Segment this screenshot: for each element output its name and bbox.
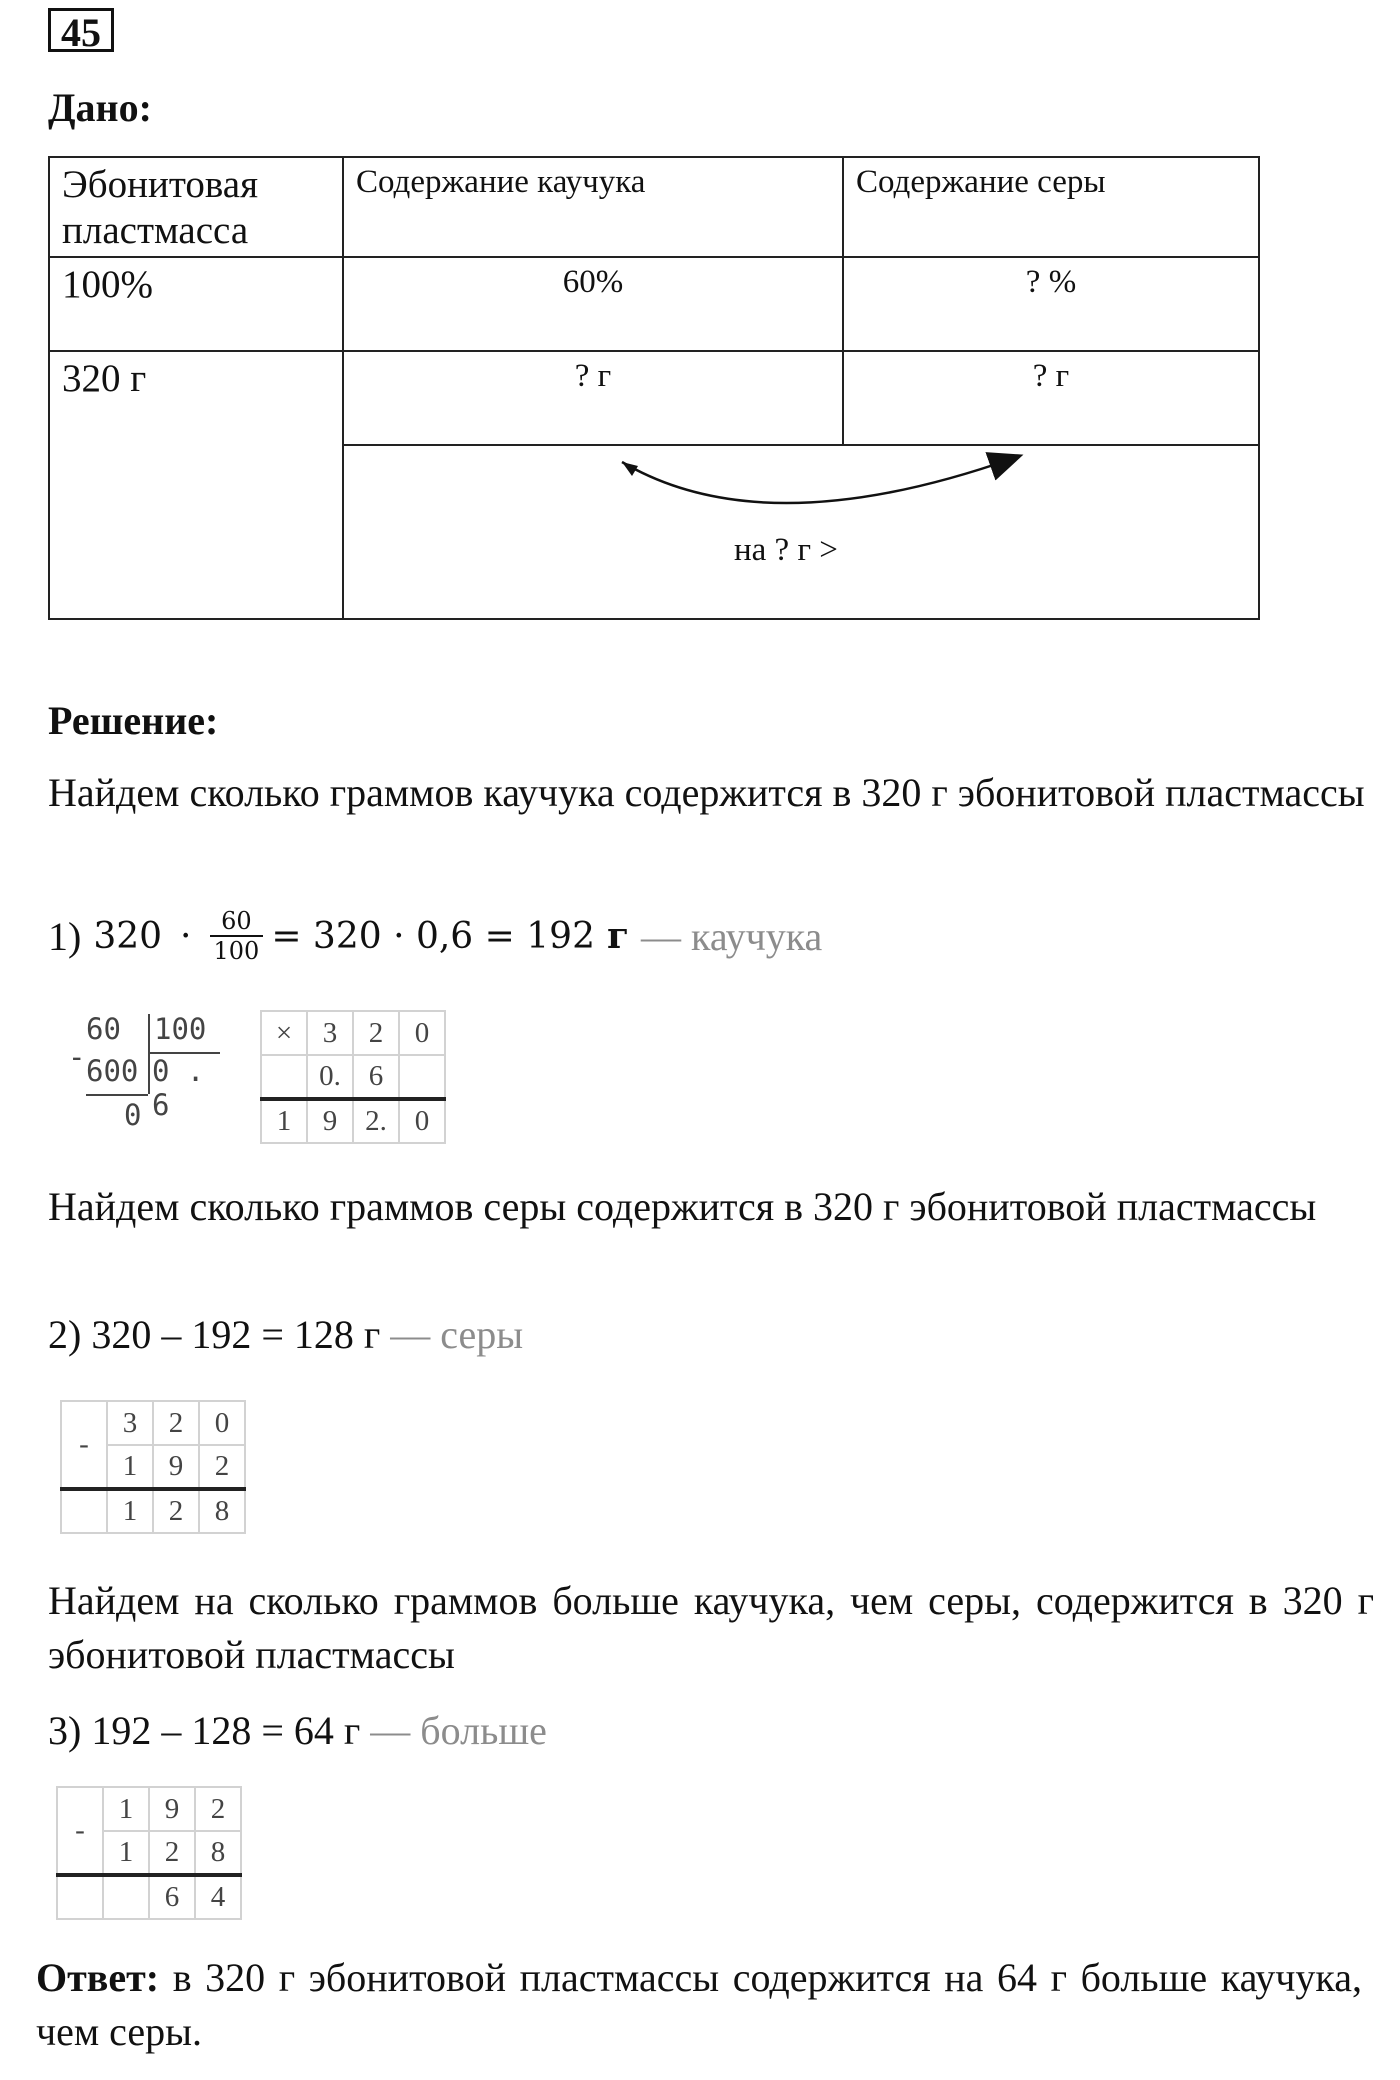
grid-cell <box>57 1875 103 1919</box>
grid-cell: 1 <box>103 1831 149 1875</box>
row1-rubber: 60% <box>343 257 843 351</box>
division-remainder: 0 <box>124 1098 142 1132</box>
step3-formula: 3) 192 – 128 = 64 г <box>48 1708 361 1753</box>
given-table <box>48 156 1260 620</box>
step2-formula: 2) 320 – 192 = 128 г <box>48 1312 381 1357</box>
grid-cell: 2 <box>153 1489 199 1533</box>
grid-cell <box>261 1055 307 1099</box>
step2-intro: Найдем сколько граммов серы содержится в 320 г эбонитовой пластмассы <box>48 1184 1317 1229</box>
arrow-label: на ? г > <box>734 532 838 568</box>
grid-cell: 0. <box>307 1055 353 1099</box>
step3-suffix: — больше <box>370 1708 547 1753</box>
step1-suffix: — каучука <box>641 913 823 959</box>
step1-eq-tail: = 320 · 0,6 = 192 <box>271 915 595 957</box>
grid-cell: 3 <box>107 1401 153 1445</box>
division-quotient: 0 . 6 <box>152 1054 205 1122</box>
step2-line <box>48 1308 523 1362</box>
fraction-numerator: 60 <box>221 907 252 935</box>
multiplication-grid <box>260 1010 446 1144</box>
division-minus: - <box>68 1040 86 1074</box>
step1-intro: Найдем сколько граммов каучука содержится в 320 г эбонитовой пластмассы <box>48 770 1365 815</box>
grid-cell: 2. <box>353 1099 399 1143</box>
dot-sign: · <box>180 915 192 957</box>
grid-cell: 2 <box>149 1831 195 1875</box>
step1-formula <box>48 896 822 976</box>
grid-cell: - <box>61 1401 107 1489</box>
grid-cell: - <box>57 1787 103 1875</box>
step1-a: 320 <box>93 915 163 957</box>
row1-total: 100% <box>49 257 343 351</box>
row2-rubber: ? г <box>343 351 843 445</box>
step3-line <box>48 1704 547 1758</box>
step1-unit: г <box>606 915 630 957</box>
grid-cell: 6 <box>353 1055 399 1099</box>
fraction <box>210 907 264 965</box>
row2-total: 320 г <box>49 351 343 619</box>
division-dividend: 60 <box>86 1012 121 1046</box>
answer <box>36 1951 1362 2059</box>
step1-label: 1) <box>48 913 82 959</box>
fraction-denominator: 100 <box>210 935 264 965</box>
comparison-cell <box>343 445 1259 619</box>
grid-cell: 9 <box>307 1099 353 1143</box>
grid-cell <box>103 1875 149 1919</box>
row2-sulfur: ? г <box>843 351 1259 445</box>
grid-cell: × <box>261 1011 307 1055</box>
division-divisor: 100 <box>154 1012 207 1046</box>
grid-cell: 1 <box>103 1787 149 1831</box>
grid-cell: 0 <box>199 1401 245 1445</box>
given-heading: Дано: <box>48 85 152 130</box>
grid-cell: 0 <box>399 1011 445 1055</box>
grid-cell: 4 <box>195 1875 241 1919</box>
grid-cell: 8 <box>195 1831 241 1875</box>
grid-cell: 9 <box>153 1445 199 1489</box>
subtraction-grid-1 <box>60 1400 246 1534</box>
subtraction-grid-2 <box>56 1786 242 1920</box>
grid-cell: 8 <box>199 1489 245 1533</box>
problem-number: 45 <box>48 8 114 52</box>
header-sulfur: Содержание серы <box>843 157 1259 257</box>
grid-cell: 1 <box>261 1099 307 1143</box>
long-division <box>68 1012 218 1152</box>
grid-cell: 6 <box>149 1875 195 1919</box>
solution-heading: Решение: <box>48 698 219 743</box>
grid-cell: 3 <box>307 1011 353 1055</box>
grid-cell: 1 <box>107 1445 153 1489</box>
step2-suffix: — серы <box>390 1312 524 1357</box>
division-product: 600 <box>86 1054 139 1088</box>
header-plastic: Эбонитовая пластмасса <box>49 157 343 257</box>
row1-sulfur: ? % <box>843 257 1259 351</box>
grid-cell <box>61 1489 107 1533</box>
answer-label: Ответ: <box>36 1955 160 2000</box>
grid-cell: 2 <box>153 1401 199 1445</box>
step3-intro: Найдем на сколько граммов больше каучука, чем серы, содержится в 320 г эбонитовой пластмассы <box>48 1578 1374 1677</box>
answer-text: в 320 г эбонитовой пластмассы содержится на 64 г больше каучука, чем серы. <box>36 1955 1362 2054</box>
grid-cell: 2 <box>199 1445 245 1489</box>
header-rubber: Содержание каучука <box>343 157 843 257</box>
grid-cell <box>399 1055 445 1099</box>
grid-cell: 2 <box>353 1011 399 1055</box>
grid-cell: 1 <box>107 1489 153 1533</box>
grid-cell: 2 <box>195 1787 241 1831</box>
grid-cell: 9 <box>149 1787 195 1831</box>
grid-cell: 0 <box>399 1099 445 1143</box>
